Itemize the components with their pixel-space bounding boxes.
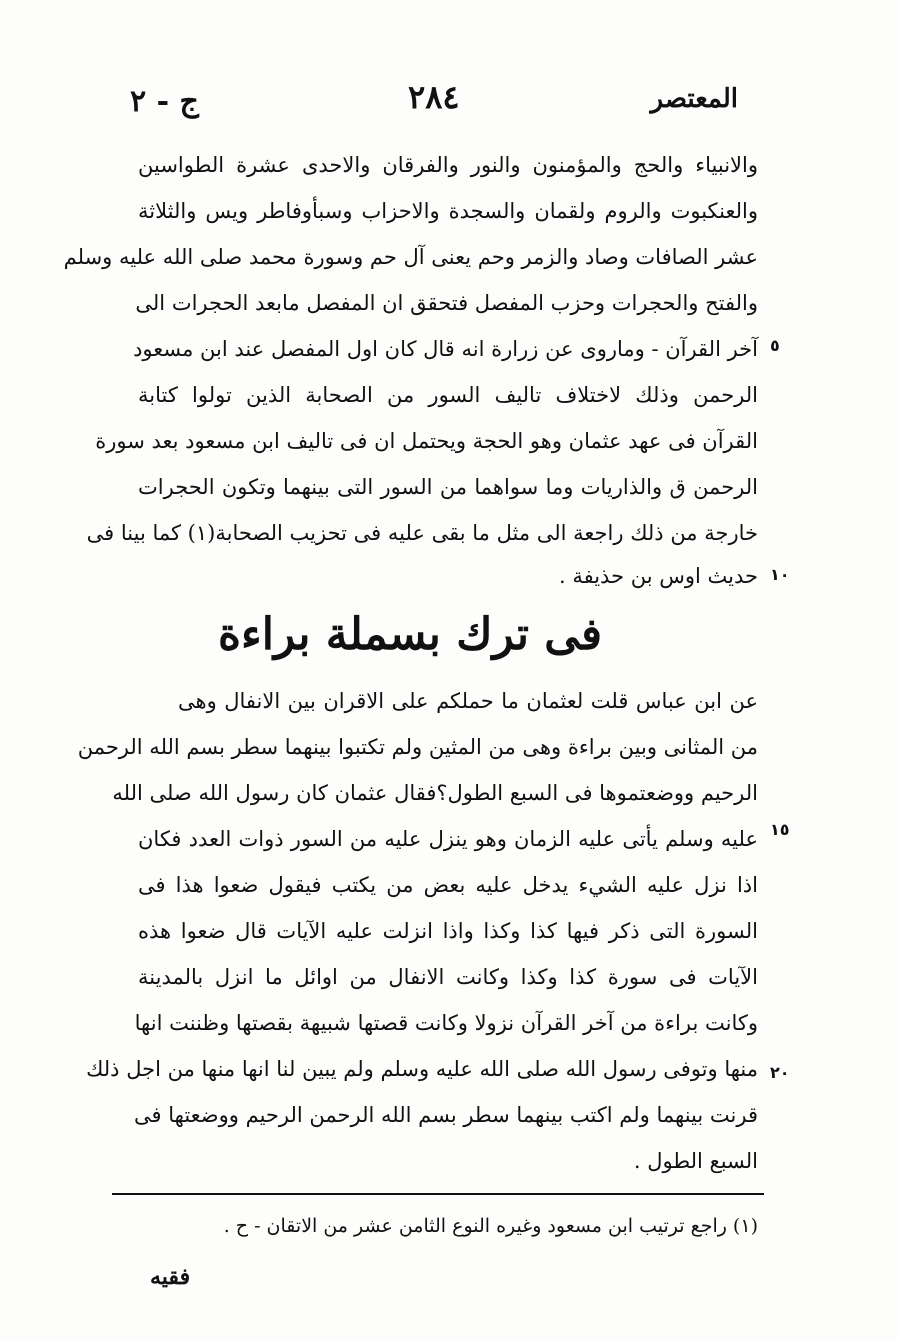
line-number-marker: ٥ — [770, 336, 780, 355]
text-line: آخر القرآن - وماروى عن زرارة انه قال كان اول المفصل عند ابن مسعود — [133, 337, 758, 361]
text-line: عشر الصافات وصاد والزمر وحم يعنى آل حم وسورة محمد صلى الله عليه وسلم — [63, 245, 758, 269]
text-line: من المثانى وبين براءة وهى من المثين ولم تكتبوا بينهما سطر بسم الله الرحمن — [77, 735, 758, 759]
text-line: القرآن فى عهد عثمان وهو الحجة ويحتمل ان فى تاليف ابن مسعود بعد سورة — [95, 429, 758, 453]
volume-label: ج - ٢ — [130, 84, 199, 119]
text-line: السورة التى ذكر فيها كذا وكذا واذا انزلت عليه الآيات قال ضعوا هذه — [138, 919, 758, 943]
page-number: ٢٨٤ — [408, 78, 460, 116]
line-number-marker: ١٥ — [770, 820, 790, 839]
text-line: قرنت بينهما ولم اكتب بينهما سطر بسم الله الرحمن الرحيم ووضعتها فى — [134, 1103, 758, 1127]
text-line: والعنكبوت والروم ولقمان والسجدة والاحزاب وسبأوفاطر ويس والثلاثة — [138, 199, 758, 223]
text-line: حديث اوس بن حذيفة . — [558, 564, 758, 588]
text-line: السبع الطول . — [633, 1149, 758, 1173]
text-line: عن ابن عباس قلت لعثمان ما حملكم على الاقران بين الانفال وهى — [178, 689, 758, 713]
line-number-marker: ٢٠ — [770, 1063, 790, 1082]
text-line: الرحيم ووضعتموها فى السبع الطول؟فقال عثمان كان رسول الله صلى الله — [112, 781, 758, 805]
text-line: الرحمن ق والذاريات وما سواهما من السور التى بينهما وتكون الحجرات — [138, 475, 758, 499]
text-line: منها وتوفى رسول الله صلى الله عليه وسلم ولم يبين لنا انها منها من اجل ذلك — [86, 1057, 758, 1081]
footnote: (١) راجع ترتيب ابن مسعود وغيره النوع الثامن عشر من الاتقان - ح . — [223, 1215, 758, 1237]
page-header — [0, 78, 898, 128]
text-line: اذا نزل عليه الشيء يدخل عليه بعض من يكتب فيقول ضعوا هذا فى — [138, 873, 758, 897]
text-line: عليه وسلم يأتى عليه الزمان وهو ينزل عليه من السور ذوات العدد فكان — [138, 827, 758, 851]
catchword: فقيه — [150, 1264, 191, 1290]
line-number-marker: ١٠ — [770, 565, 790, 584]
text-line: وكانت براءة من آخر القرآن نزولا وكانت قصتها شبيهة بقصتها وظننت انها — [134, 1011, 758, 1035]
footnote-divider — [112, 1193, 764, 1195]
text-line: الرحمن وذلك لاختلاف تاليف السور من الصحابة الذين تولوا كتابة — [138, 383, 758, 407]
text-line: والانبياء والحج والمؤمنون والنور والفرقان والاحدى عشرة الطواسين — [138, 153, 758, 177]
text-line: الآيات فى سورة كذا وكذا وكانت الانفال من اوائل ما انزل بالمدينة — [138, 965, 758, 989]
section-heading: فى ترك بسملة براءة — [217, 609, 603, 660]
text-line: خارجة من ذلك راجعة الى مثل ما بقى عليه فى تحزيب الصحابة(١) كما بينا فى — [86, 521, 758, 545]
text-line: والفتح والحجرات وحزب المفصل فتحقق ان المفصل مابعد الحجرات الى — [135, 291, 758, 315]
running-title: المعتصر — [650, 84, 738, 114]
